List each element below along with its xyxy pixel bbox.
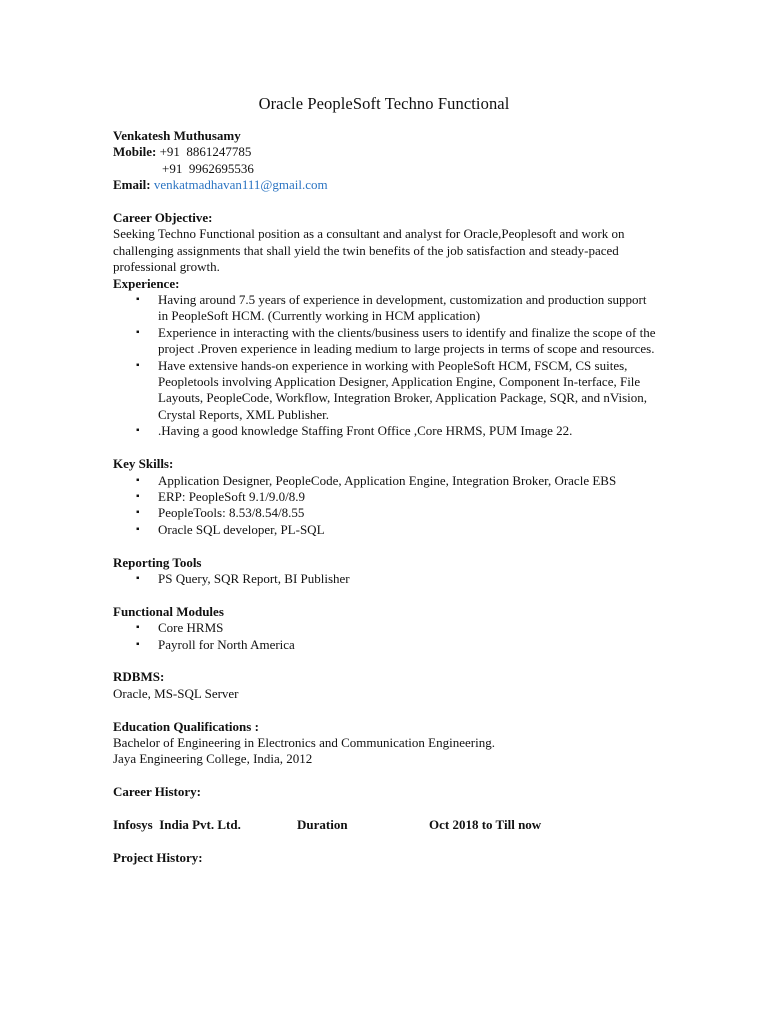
candidate-name: Venkatesh Muthusamy [113, 128, 241, 143]
experience-heading: Experience: [113, 275, 180, 291]
list-item [113, 620, 658, 636]
career-objective-heading: Career Objective: [113, 210, 213, 226]
key-skills-heading: Key Skills: [113, 456, 174, 472]
company-name: Infosys India Pvt. Ltd. [113, 816, 241, 832]
skill-item-text: Application Designer, PeopleCode, Application Engine, Integration Broker, Oracle EBS [158, 472, 617, 488]
email-label: Email: [113, 177, 151, 193]
document-title: Oracle PeopleSoft Techno Functional [258, 94, 510, 113]
list-item [113, 473, 658, 489]
functional-modules-heading: Functional Modules [113, 603, 224, 619]
bullet-icon: ▪ [136, 359, 140, 371]
skill-item-text: PeopleTools: 8.53/8.54/8.55 [158, 505, 305, 521]
education-college: Jaya Engineering College, India, 2012 [113, 751, 313, 767]
list-item [113, 489, 658, 505]
reporting-tool-text: PS Query, SQR Report, BI Publisher [158, 570, 350, 586]
rdbms-heading: RDBMS: [113, 669, 165, 685]
module-item-text: Payroll for North America [158, 636, 295, 652]
list-item [113, 522, 658, 538]
key-skills-list [113, 473, 658, 539]
bullet-icon: ▪ [136, 638, 140, 650]
career-history-row [113, 817, 658, 833]
bullet-icon: ▪ [136, 507, 140, 519]
education-heading: Education Qualifications : [113, 718, 259, 734]
skill-item-text: Oracle SQL developer, PL-SQL [158, 521, 325, 537]
list-item [113, 505, 658, 521]
bullet-icon: ▪ [136, 622, 140, 634]
functional-modules-list [113, 620, 658, 653]
list-item [113, 358, 658, 424]
bullet-icon: ▪ [136, 425, 140, 437]
career-objective-text: Seeking Techno Functional position as a consultant and analyst for Oracle,Peoplesoft and work on challenging assignments that shall yield the twin benefits of the job satisfaction and steady-paced professional growth. [113, 226, 625, 275]
list-item [113, 292, 658, 325]
rdbms-text: Oracle, MS-SQL Server [113, 685, 239, 701]
skill-item-text: ERP: PeopleSoft 9.1/9.0/8.9 [158, 488, 305, 504]
mobile-line-1 [113, 144, 658, 160]
reporting-tools-heading: Reporting Tools [113, 554, 202, 570]
career-history-heading: Career History: [113, 784, 201, 800]
mobile-number-1: +91 8861247785 [156, 144, 252, 160]
education-degree: Bachelor of Engineering in Electronics and Communication Engineering. [113, 734, 495, 750]
mobile-label: Mobile: [113, 144, 157, 160]
module-item-text: Core HRMS [158, 620, 224, 636]
duration-label: Duration [297, 816, 348, 832]
mobile-line-2: +91 9962695536 [162, 160, 254, 176]
project-history-heading: Project History: [113, 849, 203, 865]
reporting-tools-list [113, 571, 658, 587]
list-item [113, 423, 658, 439]
email-link[interactable]: venkatmadhavan111@gmail.com [153, 177, 328, 193]
experience-item-text: Experience in interacting with the clients/business users to identify and finalize the scope of the project .Proven experience in leading medium to large projects in terms of scope and resources. [158, 324, 656, 357]
bullet-icon: ▪ [136, 474, 140, 486]
duration-value: Oct 2018 to Till now [429, 816, 542, 832]
list-item [113, 325, 658, 358]
resume-content [113, 128, 658, 866]
bullet-icon: ▪ [136, 523, 140, 535]
bullet-icon: ▪ [136, 294, 140, 306]
bullet-icon: ▪ [136, 490, 140, 502]
bullet-icon: ▪ [136, 326, 140, 338]
bullet-icon: ▪ [136, 572, 140, 584]
experience-item-text: Having around 7.5 years of experience in development, customization and production support in PeopleSoft HCM. (Currently working in HCM application) [158, 292, 647, 324]
list-item [113, 571, 658, 587]
experience-item-text: .Having a good knowledge Staffing Front Office ,Core HRMS, PUM Image 22. [158, 423, 573, 439]
experience-item-text: Have extensive hands-on experience in working with PeopleSoft HCM, FSCM, CS suites, Peopletools involving Application Designer, Application Engine, Component In-terface, File Layouts, PeopleCode, Workflow, Integration Broker, Application Package, SQR, and nVision, Crystal Reports, XML Publisher. [158, 357, 648, 422]
list-item [113, 637, 658, 653]
email-line [113, 177, 658, 193]
experience-list [113, 292, 658, 440]
